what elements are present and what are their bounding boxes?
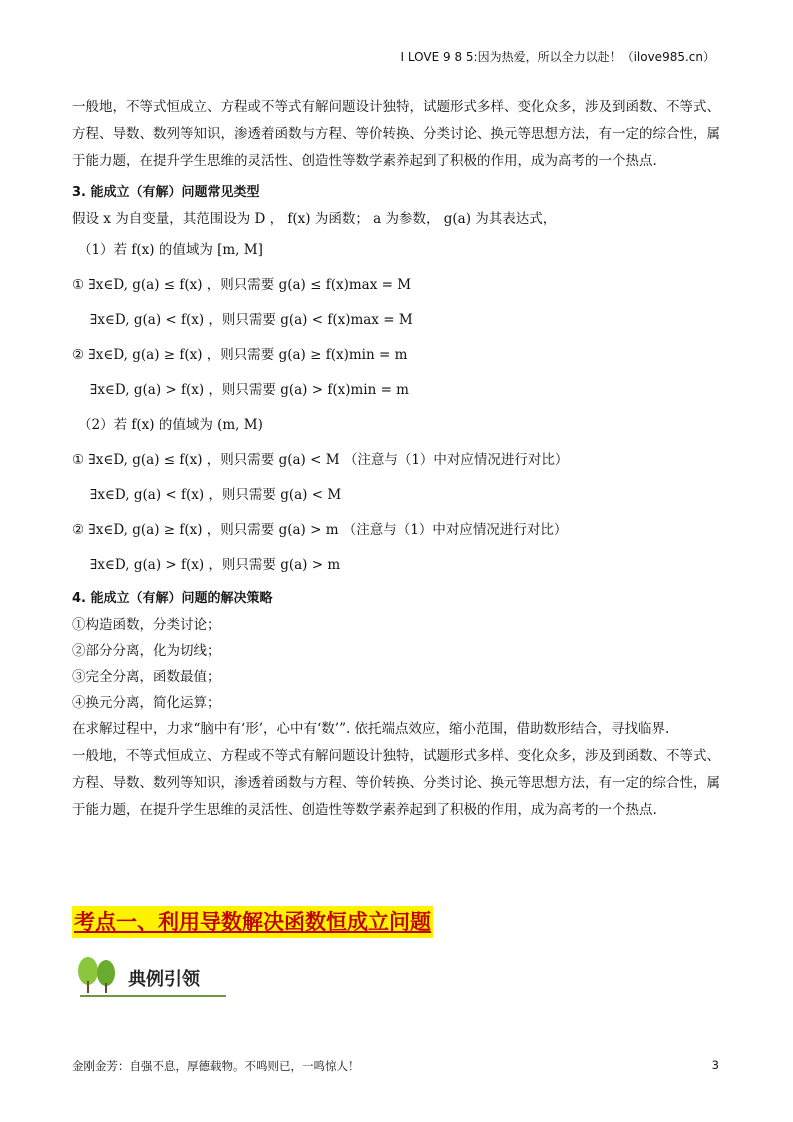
strategy-item-1: ①构造函数，分类讨论； — [72, 617, 221, 633]
example-underline — [80, 995, 226, 997]
case1-title: （1）若 f(x) 的值域为 [m, M] — [78, 242, 263, 258]
summary-paragraph: 一般地，不等式恒成立、方程或不等式有解问题设计独特，试题形式多样、变化众多，涉及到函数、不等式、方程、导数、数列等知识，渗透着函数与方程、等价转换、分类讨论、换元等思想方法，有一定的综合性，属于能力题，在提升学生思维的灵活性、创造性等数学素养起到了积极的作用，成为高考的一个热点. — [72, 748, 720, 818]
case1-line-3: ② ∃x∈D, g(a) ≥ f(x) ，则只需要 g(a) ≥ f(x)min = m — [72, 347, 408, 363]
section3-assumption: 假设 x 为自变量，其范围设为 D ， f(x) 为函数； a 为参数， g(a) 为其表达式， — [72, 211, 557, 227]
case2-line-3: ② ∃x∈D, g(a) ≥ f(x) ，则只需要 g(a) > m （注意与（1）中对应情况进行对比） — [72, 522, 568, 538]
case2-line-1: ① ∃x∈D, g(a) ≤ f(x) ，则只需要 g(a) < M （注意与（1）中对应情况进行对比） — [72, 452, 569, 468]
strategy-item-2: ②部分分离，化为切线； — [72, 643, 221, 659]
example-header — [76, 955, 226, 999]
case1-line-2: ∃x∈D, g(a) < f(x) ，则只需要 g(a) < f(x)max = M — [90, 312, 413, 328]
case2-line-2: ∃x∈D, g(a) < f(x) ，则只需要 g(a) < M — [90, 487, 342, 503]
case1-line-4: ∃x∈D, g(a) > f(x) ，则只需要 g(a) > f(x)min = m — [90, 382, 409, 398]
case2-line-4: ∃x∈D, g(a) > f(x) ，则只需要 g(a) > m — [90, 557, 341, 573]
section4-heading: 4. 能成立（有解）问题的解决策略 — [72, 591, 273, 606]
intro-paragraph: 一般地，不等式恒成立、方程或不等式有解问题设计独特，试题形式多样、变化众多，涉及到函数、不等式、方程、导数、数列等知识，渗透着函数与方程、等价转换、分类讨论、换元等思想方法，有一定的综合性，属于能力题，在提升学生思维的灵活性、创造性等数学素养起到了积极的作用，成为高考的一个热点. — [72, 99, 720, 169]
strategy-item-3: ③完全分离，函数最值； — [72, 669, 221, 685]
strategy-paragraph: 在求解过程中，力求“脑中有‘形’，心中有‘数’”. 依托端点效应，缩小范围，借助数形结合，寻找临界. — [72, 721, 670, 737]
main-content — [72, 94, 720, 824]
case2-title: （2）若 f(x) 的值域为 (m, M) — [78, 417, 263, 433]
footer-motto: 金刚金芳：自强不息，厚德载物。不鸣则已，一鸣惊人！ — [72, 1059, 360, 1073]
case1-line-1: ① ∃x∈D, g(a) ≤ f(x) ，则只需要 g(a) ≤ f(x)max = M — [72, 277, 412, 293]
page-number: 3 — [711, 1058, 719, 1072]
strategy-item-4: ④换元分离，简化运算； — [72, 695, 221, 711]
page-header: I LOVE 9 8 5:因为热爱，所以全力以赴！（ilove985.cn） — [400, 50, 715, 64]
example-label: 典例引领 — [128, 969, 200, 990]
section3-heading: 3. 能成立（有解）问题常见类型 — [72, 185, 260, 200]
topic-banner: 考点一、利用导数解决函数恒成立问题 — [72, 906, 433, 938]
